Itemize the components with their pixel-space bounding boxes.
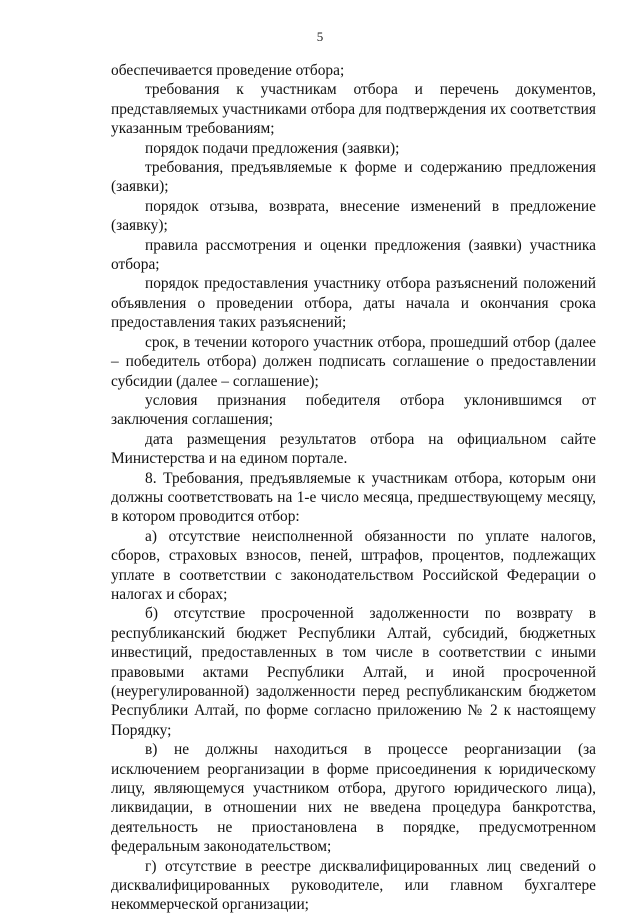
paragraph: срок, в течении которого участник отбора, прошедший отбор (далее – победитель отбора) должен подписать соглашение о предоставлении субсидии (далее – соглашение); xyxy=(111,333,596,390)
paragraph: 8. Требования, предъявляемые к участникам отбора, которым они должны соответствовать на 1-е число месяца, предшествующему месяцу, в котором проводится отбор: xyxy=(111,469,596,526)
paragraph: б) отсутствие просроченной задолженности по возврату в республиканский бюджет Республики Алтай, субсидий, бюджетных инвестиций, предоставленных в том числе в соответствии с иными правовыми актами Республики Алтай, и иной просроченной (неурегулированной) задолженности перед республиканским бюджетом Республики Алтай, по форме согласно приложению № 2 к настоящему Порядку; xyxy=(111,605,596,739)
paragraph: г) отсутствие в реестре дисквалифицированных лиц сведений о дисквалифицированных руководителе, или главном бухгалтере некоммерческой организации; xyxy=(111,857,596,914)
paragraph: требования к участникам отбора и перечень документов, представляемых участниками отбора для подтверждения их соответствия указанным требованиям; xyxy=(111,81,596,138)
paragraph: а) отсутствие неисполненной обязанности по уплате налогов, сборов, страховых взносов, пеней, штрафов, процентов, подлежащих уплате в соответствии с законодательством Российской Федерации о налогах и сборах; xyxy=(111,527,596,603)
paragraph: в) не должны находиться в процессе реорганизации (за исключением реорганизации в форме присоединения к юридическому лицу, являющемуся участником отбора, другого юридического лица), ликвидации, в отношении них не введена процедура банкротства, деятельность не приостановлена в порядке, предусмотренном федеральным законодательством; xyxy=(111,741,596,856)
document-body xyxy=(111,61,596,915)
paragraph: дата размещения результатов отбора на официальном сайте Министерства и на едином портале. xyxy=(111,430,596,468)
paragraph: обеспечивается проведение отбора; xyxy=(111,62,345,79)
paragraph: порядок подачи предложения (заявки); xyxy=(145,139,400,157)
page-number: 5 xyxy=(316,29,324,44)
paragraph: условия признания победителя отбора уклонившимся от заключения соглашения; xyxy=(111,391,596,429)
paragraph: требования, предъявляемые к форме и содержанию предложения (заявки); xyxy=(111,159,596,196)
paragraph: порядок отзыва, возврата, внесение изменений в предложение (заявку); xyxy=(111,197,596,235)
paragraph: порядок предоставления участнику отбора разъяснений положений объявления о проведении отбора, даты начала и окончания срока предоставления таких разъяснений; xyxy=(111,275,596,332)
paragraph: правила рассмотрения и оценки предложения (заявки) участника отбора; xyxy=(111,236,596,274)
